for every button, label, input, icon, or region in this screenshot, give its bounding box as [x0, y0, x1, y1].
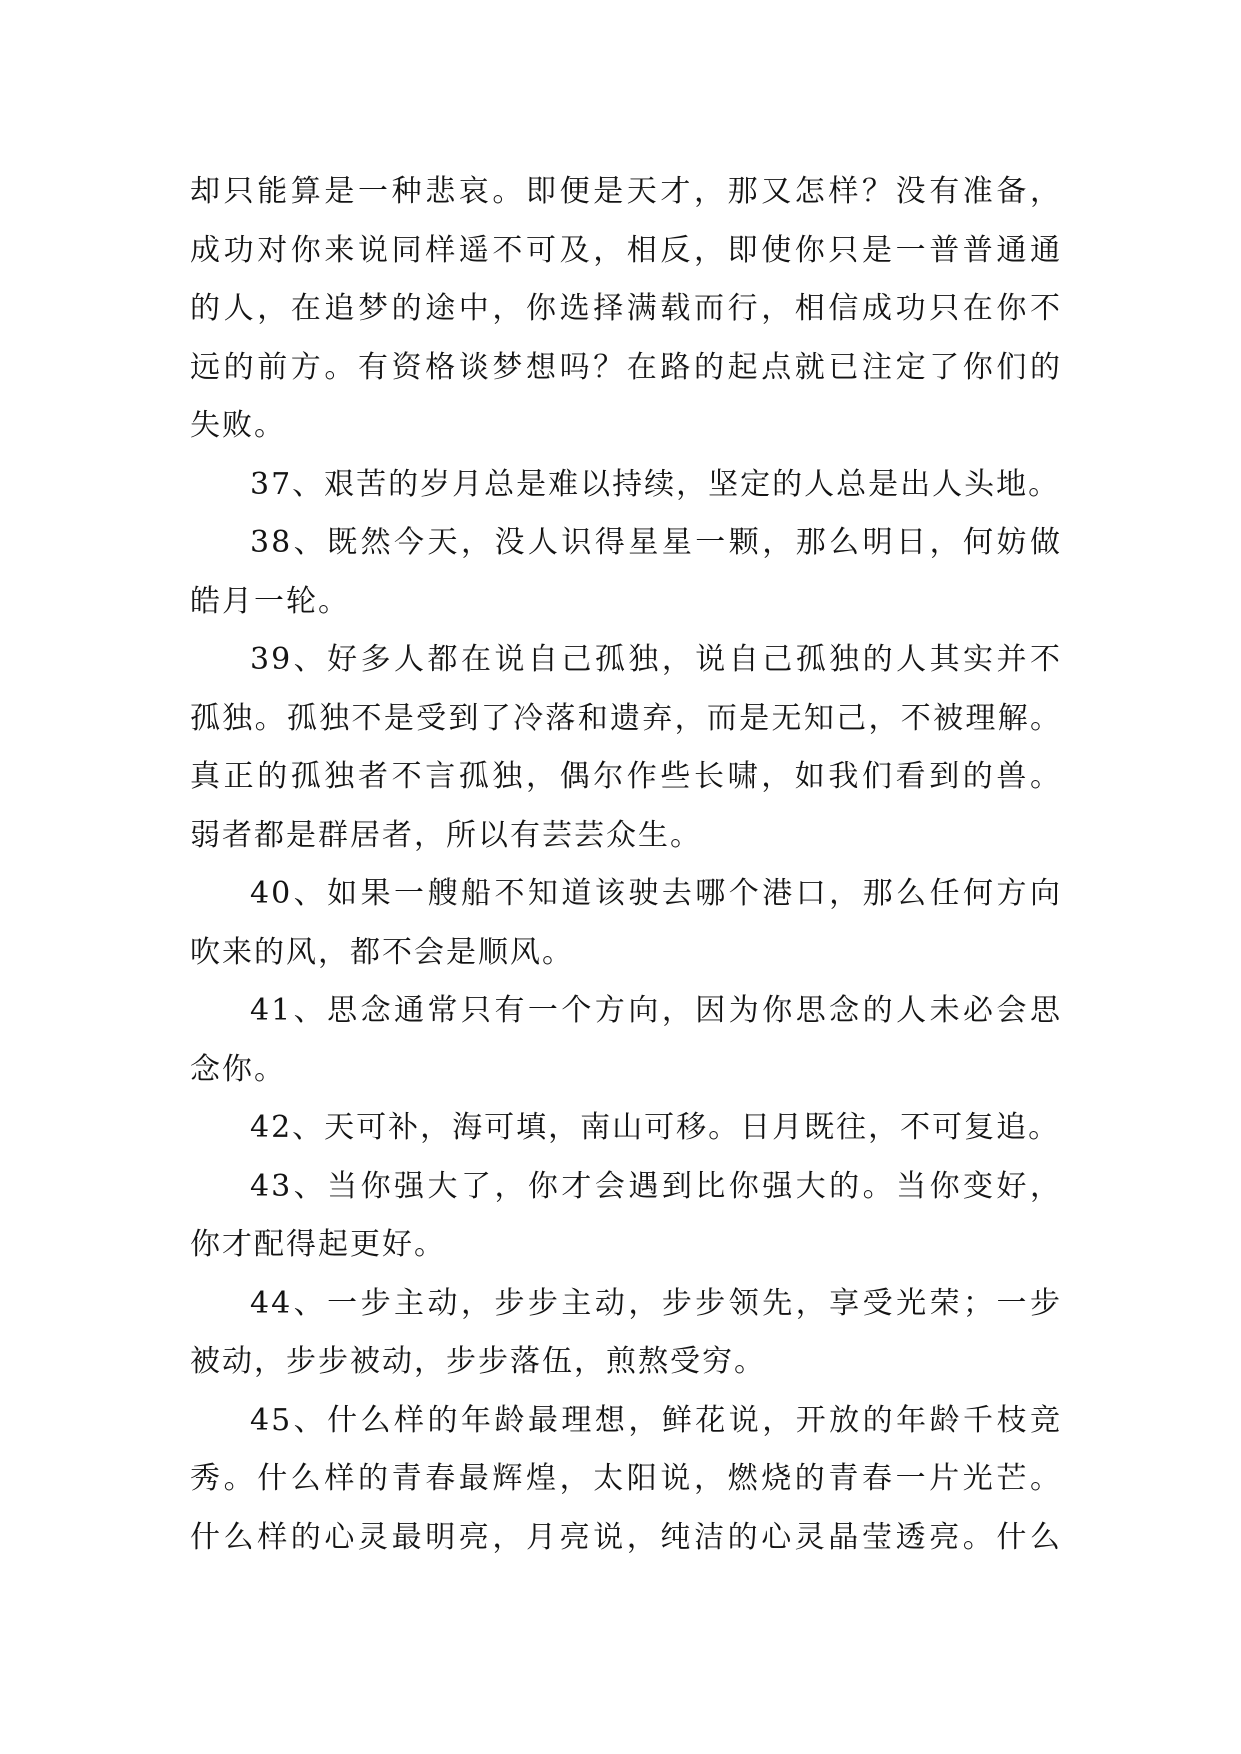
text-line: 弱者都是群居者，所以有芸芸众生。	[190, 817, 702, 853]
text-line: 38、既然今天，没人识得星星一颗，那么明日，何妨做	[250, 525, 1062, 560]
text-line: 孤独。孤独不是受到了冷落和遗弃，而是无知己，不被理解。	[190, 700, 1062, 736]
paragraph-39	[190, 631, 1062, 865]
text-line: 41、思念通常只有一个方向，因为你思念的人未必会思	[250, 993, 1062, 1028]
text-line: 失败。	[190, 408, 286, 443]
text-line: 秀。什么样的青春最辉煌，太阳说，燃烧的青春一片光芒。	[190, 1461, 1062, 1496]
paragraph-41	[190, 982, 1062, 1099]
text-line: 却只能算是一种悲哀。即便是天才，那又怎样？没有准备，	[190, 174, 1062, 209]
text-line: 什么样的心灵最明亮，月亮说，纯洁的心灵晶莹透亮。什么	[190, 1519, 1062, 1555]
text-line: 吹来的风，都不会是顺风。	[190, 934, 574, 970]
text-line: 45、什么样的年龄最理想，鲜花说，开放的年龄千枝竞	[250, 1402, 1062, 1438]
text-line: 44、一步主动，步步主动，步步领先，享受光荣；一步	[250, 1285, 1062, 1321]
text-line: 念你。	[190, 1051, 286, 1087]
text-line: 43、当你强大了，你才会遇到比你强大的。当你变好，	[250, 1168, 1062, 1204]
paragraph-40	[190, 865, 1062, 982]
paragraph-continued	[190, 163, 1062, 456]
text-line: 40、如果一艘船不知道该驶去哪个港口，那么任何方向	[250, 876, 1062, 911]
text-line: 远的前方。有资格谈梦想吗？在路的起点就已注定了你们的	[190, 349, 1062, 385]
text-line: 42、天可补，海可填，南山可移。日月既往，不可复追。	[250, 1110, 1061, 1145]
paragraph-42	[190, 1099, 1062, 1158]
text-line: 39、好多人都在说自己孤独，说自己孤独的人其实并不	[250, 642, 1062, 677]
paragraph-44	[190, 1275, 1062, 1392]
text-line: 你才配得起更好。	[190, 1227, 446, 1262]
text-line: 被动，步步被动，步步落伍，煎熬受穷。	[190, 1344, 766, 1379]
text-line: 真正的孤独者不言孤独，偶尔作些长啸，如我们看到的兽。	[190, 759, 1062, 794]
text-line: 37、艰苦的岁月总是难以持续，坚定的人总是出人头地。	[250, 466, 1061, 502]
text-line: 皓月一轮。	[190, 583, 350, 619]
paragraph-38	[190, 514, 1062, 631]
paragraph-43	[190, 1158, 1062, 1275]
paragraph-45	[190, 1392, 1062, 1568]
document-body	[190, 163, 1062, 1567]
text-line: 的人，在追梦的途中，你选择满载而行，相信成功只在你不	[190, 291, 1062, 326]
text-line: 成功对你来说同样遥不可及，相反，即使你只是一普普通通	[190, 232, 1062, 268]
paragraph-37	[190, 456, 1062, 515]
